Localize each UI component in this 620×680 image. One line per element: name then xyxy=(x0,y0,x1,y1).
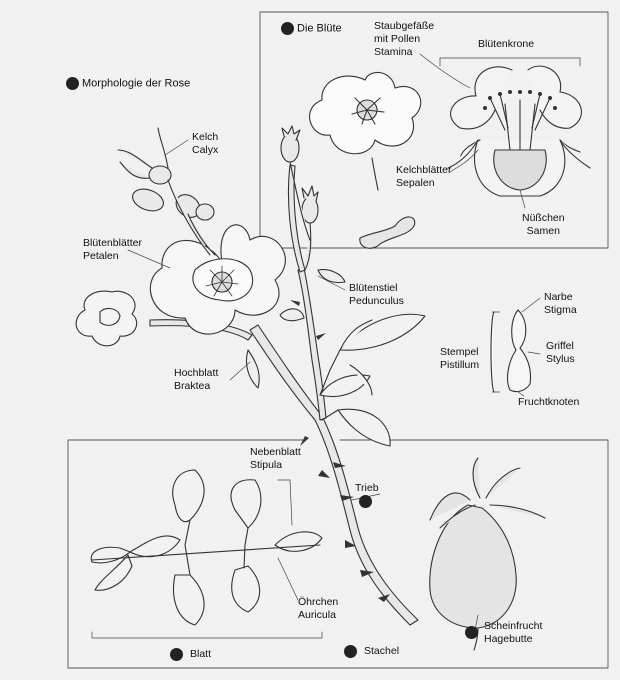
label-fruchtknoten: Fruchtknoten xyxy=(518,396,580,408)
label-bluetenkrone: Blütenkrone xyxy=(478,38,535,50)
side-rose-bud xyxy=(76,291,137,346)
label-staubgefaesse: Staubgefäße mit Pollen Stamina xyxy=(374,20,435,58)
label-bluetenblaetter: Blütenblätter Petalen xyxy=(83,237,142,262)
bullet-icon xyxy=(465,626,478,639)
label-bluetenstiel: Blütenstiel Pedunculus xyxy=(349,282,404,307)
pistil-diagram xyxy=(491,310,531,392)
label-kelch: Kelch Calyx xyxy=(192,131,219,156)
label-stachel: Stachel xyxy=(344,645,399,658)
bluete-heading xyxy=(281,22,342,35)
bullet-icon xyxy=(359,495,372,508)
label-nuesschen: Nüßchen Samen xyxy=(522,212,565,237)
label-griffel: Griffel Stylus xyxy=(546,340,575,365)
diagram-title-text: Morphologie der Rose xyxy=(82,77,191,90)
compound-leaf-center xyxy=(320,314,425,446)
label-hochblatt: Hochblatt Braktea xyxy=(174,367,219,392)
pistil-small xyxy=(360,217,415,248)
label-oehrchen: Öhrchen Auricula xyxy=(298,596,339,621)
label-trieb: Trieb xyxy=(355,482,379,508)
compound-leaf-blatt xyxy=(91,470,322,625)
label-scheinfrucht: Scheinfrucht Hagebutte xyxy=(465,620,542,646)
diagram-title xyxy=(66,77,190,90)
bullet-icon xyxy=(281,22,294,35)
bullet-icon xyxy=(66,77,79,90)
bluete-heading-text: Die Blüte xyxy=(297,22,342,35)
main-rose-flower xyxy=(150,225,285,334)
label-narbe: Narbe Stigma xyxy=(544,291,577,316)
label-blatt: Blatt xyxy=(170,648,211,661)
label-stempel: Stempel Pistillum xyxy=(440,346,480,371)
label-nebenblatt: Nebenblatt Stipula xyxy=(250,446,301,471)
label-kelchblaetter: Kelchblätter Sepalen xyxy=(396,164,452,189)
bluete-cross-section xyxy=(448,66,590,196)
bullet-icon xyxy=(170,648,183,661)
bullet-icon xyxy=(344,645,357,658)
